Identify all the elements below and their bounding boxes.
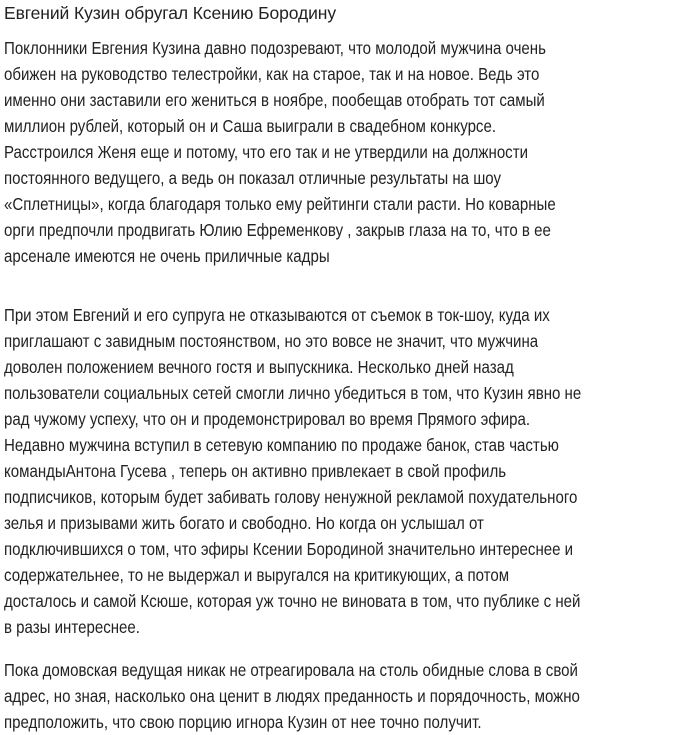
- text-line: арсенале имеются не очень приличные кадры: [4, 246, 330, 266]
- text-line: обижен на руководство телестройки, как на старое, так и на новое. Ведь это: [4, 64, 540, 84]
- article-title: Евгений Кузин обругал Ксению Бородину: [4, 3, 336, 23]
- text-line: Поклонники Евгения Кузина давно подозревают, что молодой мужчина очень: [4, 38, 546, 58]
- text-line: именно они заставили его жениться в ноябре, пообещав отобрать тот самый: [4, 90, 545, 110]
- text-line: зелья и призывами жить богато и свободно. Но когда он услышал от: [4, 513, 484, 533]
- text-line: адрес, но зная, насколько она ценит в людях преданность и порядочность, можно: [4, 686, 580, 706]
- text-line: в разы интереснее.: [4, 617, 140, 637]
- text-line: миллион рублей, который он и Саша выиграли в свадебном конкурсе.: [4, 116, 497, 136]
- text-line: подключившихся о том, что эфиры Ксении Бородиной значительно интереснее и: [4, 539, 574, 559]
- text-line: пользователи социальных сетей смогли лично убедиться в том, что Кузин явно не: [4, 383, 582, 403]
- text-line: «Сплетницы», когда благодаря только ему рейтинги стали расти. Но коварные: [4, 194, 556, 214]
- text-line: доволен положением вечного гостя и выпускника. Несколько дней назад: [4, 357, 514, 377]
- text-line: Недавно мужчина вступил в сетевую компанию по продаже банок, став частью: [4, 435, 559, 455]
- text-line: содержательнее, то не выдержал и выругался на критикующих, а потом: [4, 565, 510, 585]
- article-paragraph-1: [4, 35, 692, 269]
- text-line: командыАнтона Гусева , теперь он активно привлекает в свой профиль: [4, 461, 507, 481]
- text-line: рад чужому успеху, что он и продемонстрировал во время Прямого эфира.: [4, 409, 531, 429]
- text-line: подписчиков, которым будет забивать голову ненужной рекламой похудательного: [4, 487, 578, 507]
- article-paragraph-2: [4, 302, 692, 640]
- text-line: Пока домовская ведущая никак не отреагировала на столь обидные слова в свой: [4, 660, 578, 680]
- text-line: При этом Евгений и его супруга не отказываются от съемок в ток-шоу, куда их: [4, 305, 550, 325]
- text-line: предположить, что свою порцию игнора Кузин от нее точно получит.: [4, 712, 482, 732]
- article-paragraph-3: [4, 657, 692, 735]
- text-line: приглашают с завидным постоянством, но это вовсе не значит, что мужчина: [4, 331, 539, 351]
- text-line: постоянного ведущего, а ведь он показал отличные результаты на шоу: [4, 168, 502, 188]
- text-line: Расстроился Женя еще и потому, что его так и не утвердили на должности: [4, 142, 529, 162]
- text-line: орги предпочли продвигать Юлию Ефременкову , закрыв глаза на то, что в ее: [4, 220, 551, 240]
- text-line: досталось и самой Ксюше, которая уж точно не виновата в том, что публике с ней: [4, 591, 581, 611]
